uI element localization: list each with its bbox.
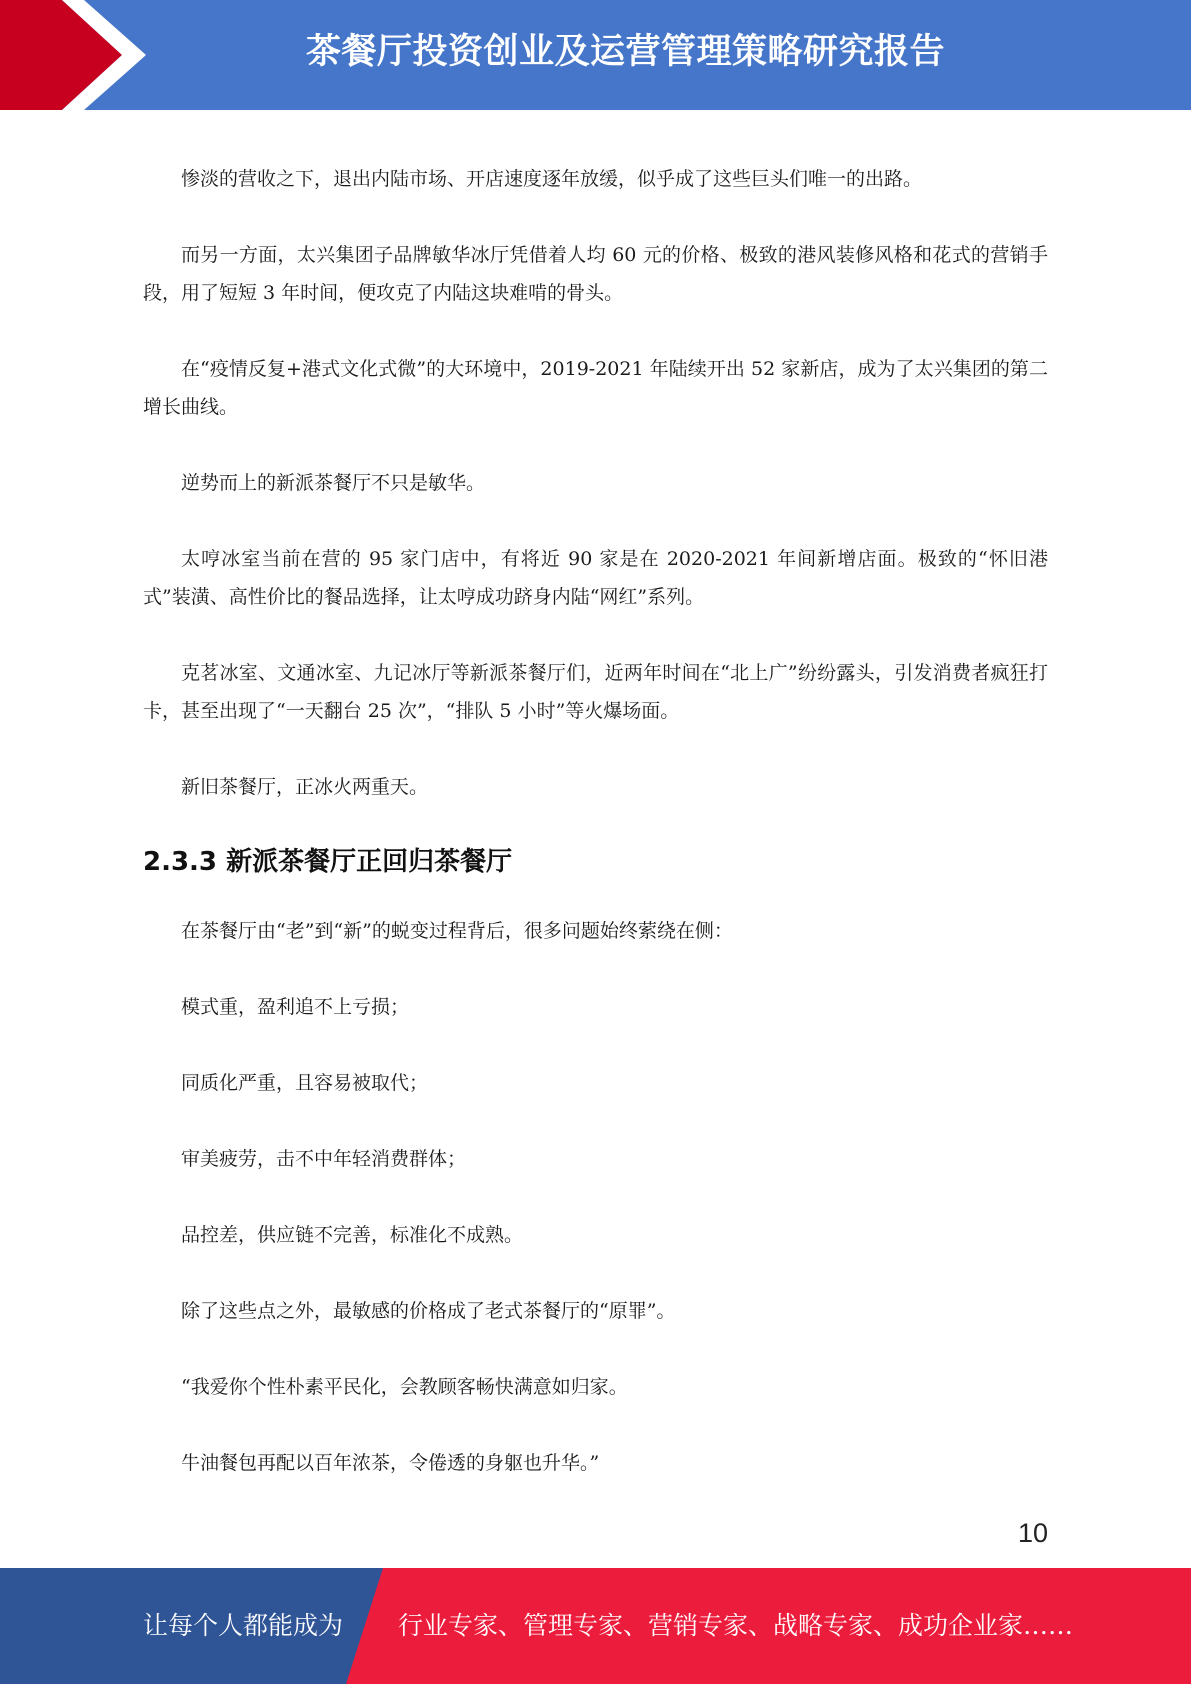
paragraph: 新旧茶餐厅，正冰火两重天。	[181, 776, 429, 798]
paragraph: 在茶餐厅由“老”到“新”的蜕变过程背后，很多问题始终萦绕在侧：	[181, 920, 733, 942]
section-heading: 2.3.3 新派茶餐厅正回归茶餐厅	[143, 847, 513, 877]
paragraph: 逆势而上的新派茶餐厅不只是敏华。	[181, 472, 486, 494]
paragraph: 牛油餐包再配以百年浓茶，令倦透的身躯也升华。”	[181, 1452, 600, 1474]
paragraph: 惨淡的营收之下，退出内陆市场、开店速度逐年放缓，似乎成了这些巨头们唯一的出路。	[181, 168, 923, 190]
paragraph: 太哼冰室当前在营的 95 家门店中，有将近 90 家是在 2020-2021 年间新增店面。极致的“怀旧港式”装潢、高性价比的餐品选择，让太哼成功跻身内陆“网红”系列。	[143, 548, 1048, 608]
paragraph: 而另一方面，太兴集团子品牌敏华冰厅凭借着人均 60 元的价格、极致的港风装修风格和花式的营销手段，用了短短 3 年时间，便攻克了内陆这块难啃的骨头。	[143, 244, 1048, 304]
paragraph: 在“疫情反复+港式文化式微”的大环境中，2019-2021 年陆续开出 52 家新店，成为了太兴集团的第二增长曲线。	[143, 358, 1048, 418]
header-chevron-graphic	[0, 0, 160, 110]
document-title: 茶餐厅投资创业及运营管理策略研究报告	[305, 32, 945, 72]
header-chevron-red	[0, 0, 122, 110]
paragraph: 克茗冰室、文通冰室、九记冰厅等新派茶餐厅们，近两年时间在“北上广”纷纷露头，引发消费者疯狂打卡，甚至出现了“一天翻台 25 次”，“排队 5 小时”等火爆场面。	[143, 662, 1048, 722]
page-footer	[0, 1568, 1191, 1684]
footer-slogan-right: 行业专家、管理专家、营销专家、战略专家、成功企业家……	[398, 1611, 1074, 1640]
paragraph: 审美疲劳，击不中年轻消费群体；	[181, 1148, 467, 1170]
page-header	[0, 0, 1191, 110]
paragraph: 品控差，供应链不完善，标准化不成熟。	[181, 1224, 524, 1246]
page-number: 10	[1017, 1518, 1048, 1548]
paragraph: “我爱你个性朴素平民化，会教顾客畅快满意如归家。	[181, 1376, 628, 1398]
paragraph: 除了这些点之外，最敏感的价格成了老式茶餐厅的“原罪”。	[181, 1300, 676, 1322]
footer-slogan-left: 让每个人都能成为	[143, 1611, 344, 1640]
page-content	[143, 160, 1048, 1482]
paragraph: 模式重，盈利追不上亏损；	[181, 996, 410, 1018]
paragraph: 同质化严重，且容易被取代；	[181, 1072, 429, 1094]
